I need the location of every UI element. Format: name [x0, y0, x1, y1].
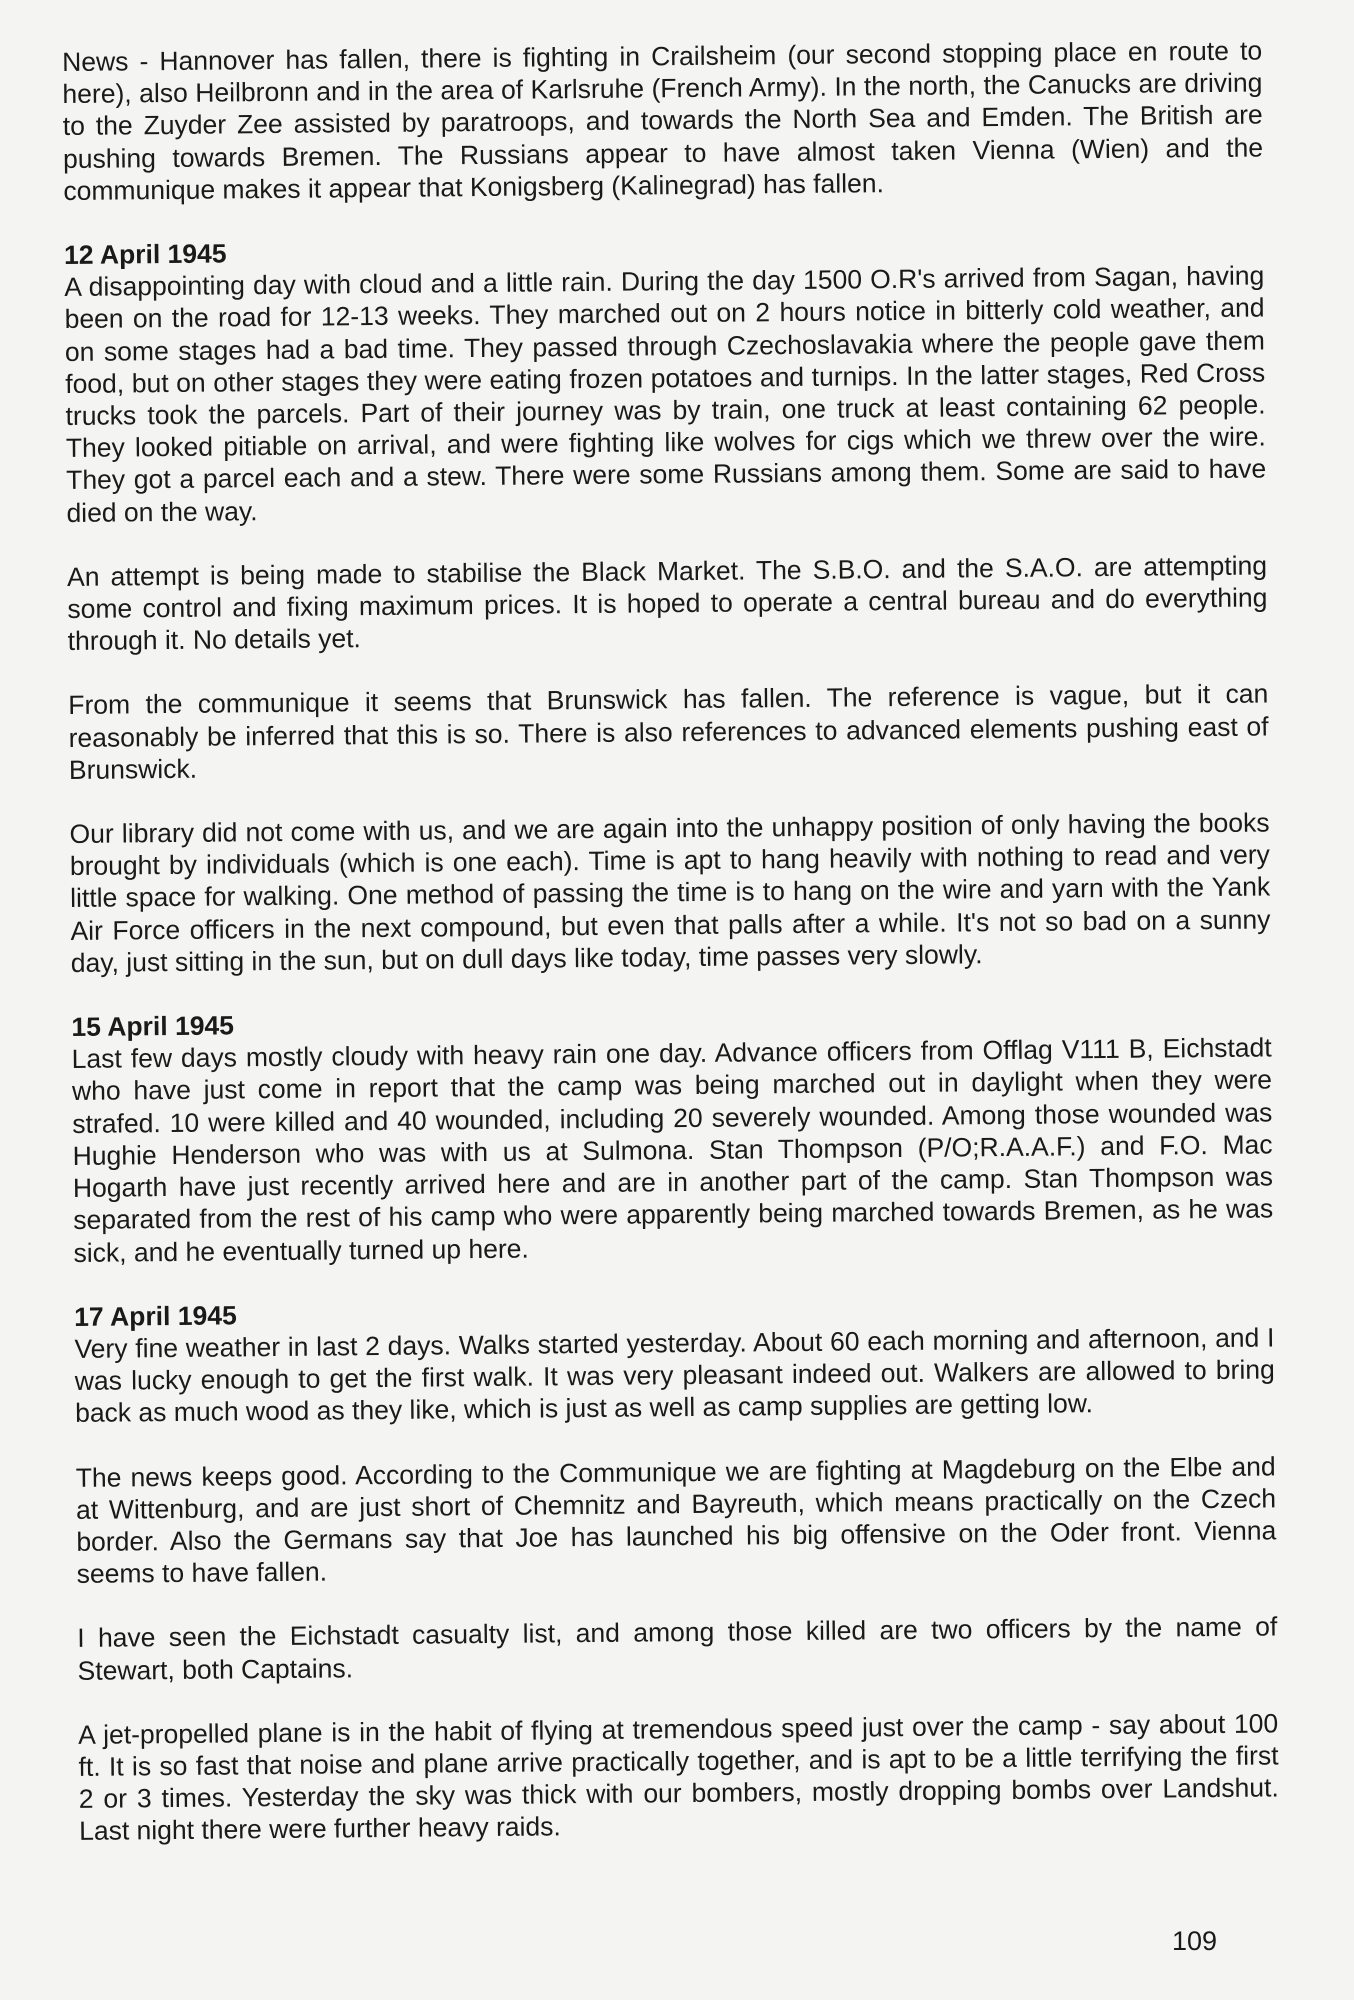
entry-paragraph: A jet-propelled plane is in the habit of flying at tremendous speed just over the camp - say about 100 ft. It is so fast that noise and plane arrive practically together, and is apt to be a little terrifying the first 2 or 3 times. Yesterday the sky was thick with our bombers, mostly dropping bombs over Landshut. Last night there were further heavy raids.: [78, 1708, 1279, 1847]
entry-date: 12 April 1945: [63, 238, 227, 271]
page-number: 109: [1172, 1926, 1218, 1956]
entry-paragraph: I have seen the Eichstadt casualty list, and among those killed are two officers by the name of Stewart, both Captains.: [77, 1611, 1278, 1686]
entry-date: 15 April 1945: [71, 1010, 235, 1043]
diary-entry-12-april: [64, 227, 1267, 528]
news-paragraph: News - Hannover has fallen, there is fighting in Crailsheim (our second stopping place en route to here), also Heilbronn and in the area of Karlsruhe (French Army). In the north, the Canucks are driving to the Zuyder Zee assisted by paratroops, and towards the North Sea and Emden. The British are pushing towards Bremen. The Russians appear to have almost taken Vienna (Wien) and the communique makes it appear that Konigsberg (Kalinegrad) has fallen.: [62, 35, 1264, 206]
entry-paragraph: Very fine weather in last 2 days. Walks started yesterday. About 60 each morning and afternoon, and I was lucky enough to get the first walk. It was very pleasant indeed out. Walkers are allowed to bring back as much wood as they like, which is just as well as camp supplies are getting low.: [74, 1322, 1275, 1429]
diary-entry-15-april: [71, 1000, 1273, 1269]
entry-paragraph: Last few days mostly cloudy with heavy rain one day. Advance officers from Offlag V111 B, Eichstadt who have just come in report that the camp was being marched out in daylight when they were strafed. 10 were killed and 40 wounded, including 20 severely wounded. Among those wounded was Hughie Henderson who was with us at Sulmona. Stan Thompson (P/O;R.A.A.F.) and F.O. Mac Hogarth have just recently arrived here and are in another part of the camp. Stan Thompson was separated from the rest of his camp who were apparently being marched towards Bremen, as he was sick, and he eventually turned up here.: [71, 1032, 1274, 1268]
entry-paragraph: The news keeps good. According to the Communique we are fighting at Magdeburg on the Elbe and at Wittenburg, and are just short of Chemnitz and Bayreuth, which means practically on the Czech border. Also the Germans say that Joe has launched his big offensive on the Oder front. Vienna seems to have fallen.: [75, 1450, 1277, 1590]
entry-date: 17 April 1945: [74, 1300, 237, 1332]
entry-paragraph: An attempt is being made to stabilise the Black Market. The S.B.O. and the S.A.O. are attempting some control and fixing maximum prices. It is hoped to operate a central bureau and do everything through it. No details yet.: [66, 550, 1268, 657]
diary-entry-17-april: [74, 1289, 1275, 1429]
entry-paragraph: Our library did not come with us, and we are again into the unhappy position of only having the books brought by individuals (which is one each). Time is apt to hang heavily with nothing to read and very little space for walking. One method of passing the time is to hang on the wire and yarn with the Yank Air Force officers in the next compound, but even that palls after a while. It's not so bad on a sunny day, just sitting in the sun, but on dull days like today, time passes very slowly.: [69, 807, 1271, 978]
entry-paragraph: From the communique it seems that Brunswick has fallen. The reference is vague, but it can reasonably be inferred that this is so. There is also references to advanced elements pushing east of Brunswick.: [68, 678, 1269, 785]
diary-text: [62, 34, 1280, 1879]
entry-paragraph: A disappointing day with cloud and a little rain. During the day 1500 O.R's arrived from Sagan, having been on the road for 12-13 weeks. They marched out on 2 hours notice in bitterly cold weather, and on some stages had a bad time. They passed through Czechoslavakia where the people gave them food, but on other stages they were eating frozen potatoes and turnips. In the latter stages, Red Cross trucks took the parcels. Part of their journey was by train, one truck at least containing 62 people. They looked pitiable on arrival, and were fighting like wolves for cigs which we threw over the wire. They got a parcel each and a stew. There were some Russians among them. Some are said to have died on the way.: [64, 260, 1267, 528]
